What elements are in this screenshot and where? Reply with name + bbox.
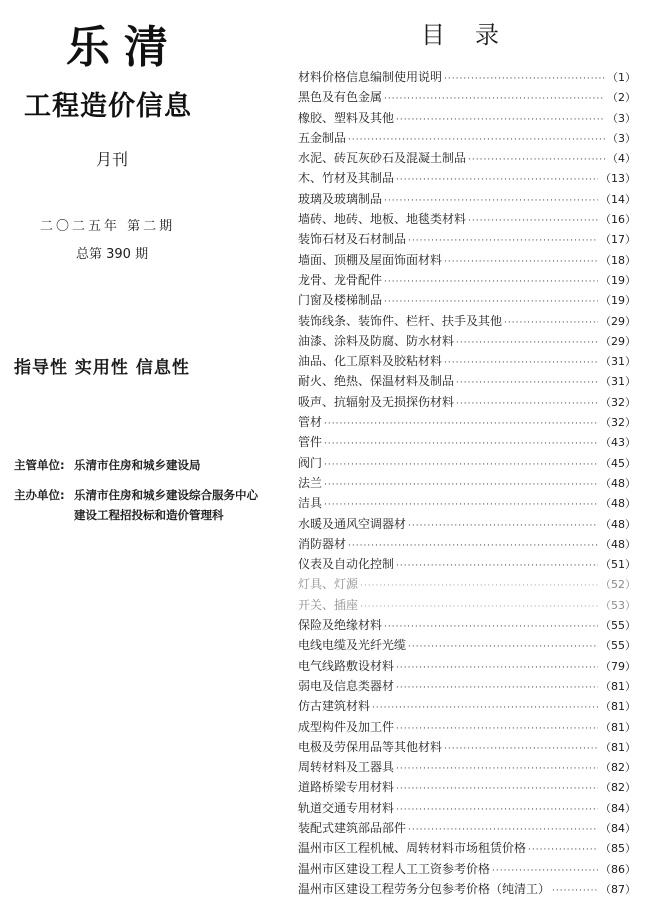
toc-leader-dots (324, 495, 598, 513)
toc-leader-dots (384, 191, 598, 209)
toc-entry-label: 门窗及楼梯制品 (298, 293, 383, 308)
toc-entry-label: 木、竹材及其制品 (298, 171, 395, 186)
toc-entry-label: 成型构件及加工件 (298, 719, 395, 734)
sponsor-line-2: 建设工程招投标和造价管理科 (74, 508, 224, 522)
publication-subtitle: 工程造价信息 (24, 91, 192, 122)
supervisor-value: 乐清市住房和城乡建设局 (74, 458, 201, 472)
toc-entry-page: （13） (600, 172, 636, 186)
toc-leader-dots (408, 637, 598, 655)
toc-leader-dots (468, 211, 598, 229)
toc-entry-label: 装饰线条、装饰件、栏杆、扶手及其他 (298, 313, 503, 328)
toc-entry-page: （4） (607, 152, 636, 166)
toc-entry (298, 453, 636, 473)
toc-leader-dots (444, 69, 605, 87)
toc-entry-label: 龙骨、龙骨配件 (298, 272, 383, 287)
toc-entry-page: （84） (600, 801, 636, 815)
toc-entry-page: （17） (600, 233, 636, 247)
toc-entry-label: 仿古建筑材料 (298, 699, 371, 714)
toc-leader-dots (396, 678, 598, 696)
sponsor-unit (14, 485, 258, 525)
toc-entry-label: 装饰石材及石材制品 (298, 232, 407, 247)
toc-entry (298, 108, 636, 128)
toc-entry-label: 道路桥梁专用材料 (298, 780, 395, 795)
toc-entry-page: （29） (600, 334, 636, 348)
toc-entry-page: （32） (600, 416, 636, 430)
toc-entry-page: （55） (600, 639, 636, 653)
toc-entry-label: 耐火、绝热、保温材料及制品 (298, 374, 455, 389)
toc-entry-label: 墙面、顶棚及屋面饰面材料 (298, 252, 443, 267)
toc-entry-page: （84） (600, 821, 636, 835)
toc-entry (298, 371, 636, 391)
toc-entry (298, 351, 636, 371)
toc-entry (298, 331, 636, 351)
toc-entry-page: （53） (600, 598, 636, 612)
slogan: 指导性 实用性 信息性 (14, 358, 190, 378)
toc-entry-label: 开关、插座 (298, 597, 359, 612)
issue-number: 二〇二五年 第二期 (40, 219, 176, 234)
toc-leader-dots (348, 130, 605, 148)
toc-entry-label: 油漆、涂料及防腐、防水材料 (298, 333, 455, 348)
toc-entry (298, 534, 636, 554)
toc-leader-dots (384, 292, 598, 310)
toc-entry-page: （81） (600, 679, 636, 693)
toc-leader-dots (396, 719, 598, 737)
toc-leader-dots (492, 861, 598, 879)
toc-entry-label: 橡胶、塑料及其他 (298, 110, 395, 125)
toc-entry (298, 493, 636, 513)
toc-entry-page: （81） (600, 720, 636, 734)
table-of-contents (298, 67, 636, 899)
toc-entry (298, 209, 636, 229)
toc-entry (298, 676, 636, 696)
toc-entry (298, 290, 636, 310)
toc-entry-label: 洁具 (298, 496, 323, 511)
toc-entry (298, 777, 636, 797)
toc-leader-dots (360, 597, 598, 615)
toc-entry-page: （14） (600, 192, 636, 206)
toc-leader-dots (396, 658, 598, 676)
toc-entry-page: （18） (600, 253, 636, 267)
sponsor-line-1: 乐清市住房和城乡建设综合服务中心 (74, 488, 258, 502)
toc-entry (298, 615, 636, 635)
toc-entry-label: 水泥、砖瓦灰砂石及混凝土制品 (298, 151, 467, 166)
toc-entry-page: （55） (600, 619, 636, 633)
toc-entry-page: （1） (607, 71, 636, 84)
toc-entry-page: （86） (600, 862, 636, 876)
total-issue-number: 总第 390 期 (76, 247, 149, 262)
toc-entry (298, 554, 636, 574)
toc-entry-page: （3） (607, 111, 636, 125)
toc-entry-page: （3） (607, 131, 636, 145)
toc-leader-dots (324, 434, 598, 452)
toc-leader-dots (348, 536, 598, 554)
toc-entry (298, 696, 636, 716)
toc-leader-dots (444, 252, 598, 270)
toc-leader-dots (384, 89, 605, 107)
toc-entry-page: （48） (600, 497, 636, 511)
toc-entry (298, 250, 636, 270)
toc-entry-label: 装配式建筑部品部件 (298, 820, 407, 835)
toc-entry-label: 电线电缆及光纤光缆 (298, 638, 407, 653)
toc-entry-label: 温州市区建设工程劳务分包参考价格（纯清工） (298, 881, 551, 896)
toc-entry (298, 635, 636, 655)
toc-entry (298, 574, 636, 594)
toc-entry-page: （82） (600, 761, 636, 775)
toc-entry (298, 432, 636, 452)
toc-entry-label: 温州市区建设工程人工工资参考价格 (298, 861, 491, 876)
toc-entry (298, 270, 636, 290)
toc-entry-label: 管材 (298, 415, 323, 430)
toc-entry (298, 838, 636, 858)
toc-entry (298, 168, 636, 188)
toc-entry (298, 514, 636, 534)
toc-entry-label: 墙砖、地砖、地板、地毯类材料 (298, 212, 467, 227)
toc-entry-label: 电极及劳保用品等其他材料 (298, 739, 443, 754)
toc-leader-dots (384, 272, 598, 290)
toc-leader-dots (324, 414, 598, 432)
toc-entry (298, 595, 636, 615)
toc-entry-page: （52） (600, 578, 636, 592)
toc-entry-page: （32） (600, 395, 636, 409)
toc-entry-page: （51） (600, 558, 636, 572)
toc-entry-page: （19） (600, 273, 636, 287)
toc-entry (298, 859, 636, 879)
toc-heading: 目录 (421, 21, 529, 49)
toc-leader-dots (360, 576, 598, 594)
toc-entry (298, 392, 636, 412)
toc-entry-page: （81） (600, 740, 636, 754)
toc-entry (298, 798, 636, 818)
toc-entry (298, 67, 636, 87)
toc-entry-page: （85） (600, 842, 636, 856)
toc-entry-label: 消防器材 (298, 536, 347, 551)
toc-entry-label: 五金制品 (298, 130, 347, 145)
toc-entry-label: 保险及绝缘材料 (298, 618, 383, 633)
sponsor-label: 主办单位: (14, 488, 65, 502)
toc-leader-dots (444, 353, 598, 371)
publication-title: 乐清 (66, 22, 182, 73)
toc-leader-dots (396, 556, 598, 574)
toc-entry-page: （79） (600, 659, 636, 673)
toc-entry (298, 412, 636, 432)
toc-leader-dots (552, 881, 598, 899)
toc-entry (298, 87, 636, 107)
toc-entry-page: （43） (600, 436, 636, 450)
toc-leader-dots (456, 394, 598, 412)
toc-leader-dots (528, 840, 598, 858)
publication-frequency: 月刊 (96, 150, 129, 169)
toc-leader-dots (396, 800, 598, 818)
toc-leader-dots (384, 617, 598, 635)
toc-leader-dots (324, 455, 598, 473)
toc-entry-label: 弱电及信息类器材 (298, 678, 395, 693)
toc-entry-label: 玻璃及玻璃制品 (298, 191, 383, 206)
toc-entry-page: （48） (600, 537, 636, 551)
toc-entry (298, 189, 636, 209)
toc-entry-page: （19） (600, 294, 636, 308)
toc-entry-page: （29） (600, 314, 636, 328)
toc-entry-label: 黑色及有色金属 (298, 90, 383, 105)
toc-entry-label: 轨道交通专用材料 (298, 800, 395, 815)
toc-leader-dots (444, 739, 598, 757)
toc-entry-page: （16） (600, 213, 636, 227)
toc-entry (298, 818, 636, 838)
toc-leader-dots (408, 820, 598, 838)
toc-entry-label: 法兰 (298, 475, 323, 490)
toc-entry (298, 879, 636, 899)
toc-entry-page: （48） (600, 476, 636, 490)
toc-leader-dots (408, 516, 598, 534)
toc-entry-page: （82） (600, 781, 636, 795)
toc-entry (298, 656, 636, 676)
supervisor-label: 主管单位: (14, 458, 65, 472)
toc-entry-label: 温州市区工程机械、周转材料市场租赁价格 (298, 841, 527, 856)
toc-entry (298, 717, 636, 737)
toc-entry-page: （45） (600, 456, 636, 470)
toc-entry-label: 管件 (298, 435, 323, 450)
toc-entry (298, 229, 636, 249)
toc-entry-page: （81） (600, 700, 636, 714)
toc-entry (298, 737, 636, 757)
toc-entry-label: 灯具、灯源 (298, 577, 359, 592)
toc-entry (298, 148, 636, 168)
toc-entry (298, 311, 636, 331)
toc-entry (298, 128, 636, 148)
toc-entry (298, 473, 636, 493)
toc-leader-dots (324, 475, 598, 493)
toc-leader-dots (396, 170, 598, 188)
toc-entry-page: （31） (600, 355, 636, 369)
toc-leader-dots (372, 698, 598, 716)
toc-entry-page: （31） (600, 375, 636, 389)
toc-leader-dots (396, 759, 598, 777)
toc-entry-page: （87） (600, 882, 636, 896)
toc-leader-dots (456, 373, 598, 391)
cover-panel (0, 0, 290, 895)
toc-leader-dots (468, 150, 605, 168)
toc-entry-label: 水暖及通风空调器材 (298, 516, 407, 531)
toc-entry-label: 电气线路敷设材料 (298, 658, 395, 673)
toc-entry-page: （2） (607, 91, 636, 105)
toc-entry-label: 油品、化工原料及胶粘材料 (298, 354, 443, 369)
toc-entry-page: （48） (600, 517, 636, 531)
toc-entry-label: 周转材料及工器具 (298, 760, 395, 775)
toc-leader-dots (396, 110, 605, 128)
toc-leader-dots (456, 333, 598, 351)
supervisor-unit (14, 455, 201, 475)
toc-leader-dots (408, 231, 598, 249)
toc-leader-dots (396, 779, 598, 797)
toc-entry-label: 吸声、抗辐射及无损探伤材料 (298, 394, 455, 409)
toc-entry-label: 材料价格信息编制使用说明 (298, 70, 443, 84)
toc-entry-label: 仪表及自动化控制 (298, 557, 395, 572)
toc-entry-label: 阀门 (298, 455, 323, 470)
toc-entry (298, 757, 636, 777)
toc-leader-dots (504, 313, 598, 331)
